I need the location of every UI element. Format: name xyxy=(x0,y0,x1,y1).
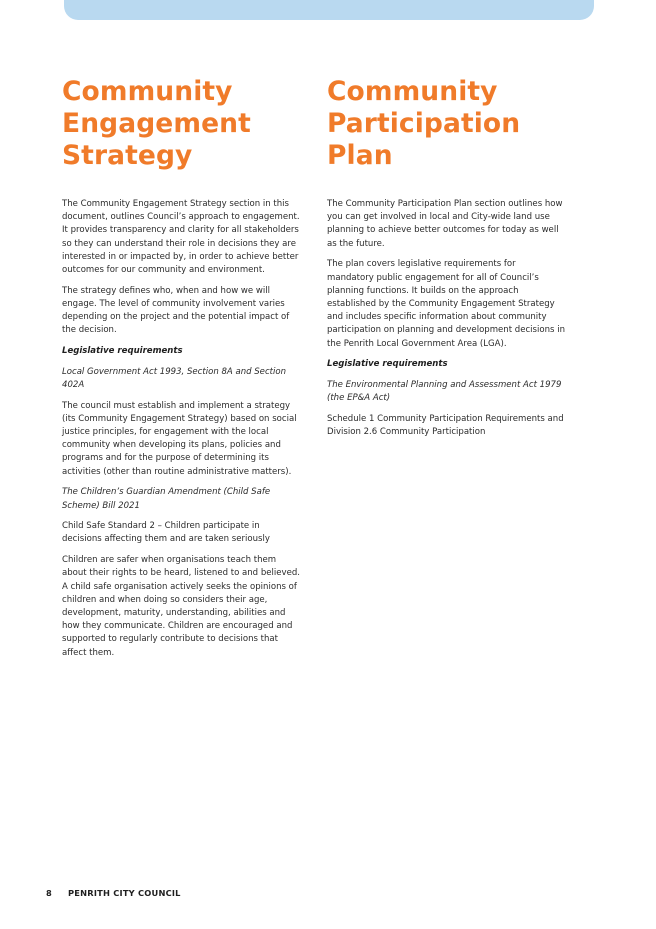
child-safe-standard-paragraph: Child Safe Standard 2 – Children participate in decisions affecting them and are taken seriously xyxy=(62,521,270,545)
plan-intro-paragraph: The Community Participation Plan section outlines how you can get involved in local and City-wide land use planning to achieve better outcomes for today as well as the future. xyxy=(327,199,563,249)
strategy-intro-paragraph: The Community Engagement Strategy section in this document, outlines Council’s approach to engagement. It provides transparency and clarity for all stakeholders so they can understand their role in decisions they are interested in or impacted by, in order to achieve better outcomes for our community and environment. xyxy=(62,199,300,276)
title-line: Engagement xyxy=(62,108,251,139)
footer-org-name: PENRITH CITY COUNCIL xyxy=(67,888,181,898)
children-safety-paragraph: Children are safer when organisations teach them about their rights to be heard, listened to and believed. A child safe organisation actively seeks the opinions of children and when doing so considers their age, development, maturity, understanding, abilities and how they communicate. Children are encouraged and supported to regularly contribute to decisions that affect them. xyxy=(62,555,300,658)
plan-coverage-paragraph: The plan covers legislative requirements for mandatory public engagement for all of Council’s planning functions. It builds on the approach established by the Community Engagement Strategy and includes specific information about community participation on planning and development decisions in the Penrith Local Government Area (LGA). xyxy=(327,259,565,349)
community-participation-plan-column xyxy=(327,76,565,447)
engagement-strategy-title xyxy=(62,76,300,172)
epa-act-reference: The Environmental Planning and Assessment Act 1979 (the EP&A Act) xyxy=(327,379,562,404)
community-engagement-strategy-column xyxy=(62,76,300,667)
participation-plan-title xyxy=(327,76,565,172)
schedule-paragraph: Schedule 1 Community Participation Requirements and Division 2.6 Community Participation xyxy=(327,413,564,438)
strategy-scope-paragraph: The strategy defines who, when and how we will engage. The level of community involvement varies depending on the project and the potential impact of the decision. xyxy=(62,285,290,336)
title-line: Community xyxy=(327,76,498,107)
legislative-requirements-heading: Legislative requirements xyxy=(62,346,183,357)
local-government-act-reference: Local Government Act 1993, Section 8A and Section 402A xyxy=(62,366,287,390)
council-obligation-paragraph: The council must establish and implement a strategy (its Community Engagement Strategy) based on social justice principles, for engagement with the local community when developing its plans, policies and programs and for the purpose of determining its activities (other than routine administrative matters). xyxy=(62,400,297,477)
title-line: Strategy xyxy=(62,140,193,171)
header-tab-decoration xyxy=(64,0,594,20)
title-line: Participation xyxy=(327,108,521,139)
page-footer xyxy=(46,888,181,898)
page-number: 8 xyxy=(46,888,52,898)
legislative-requirements-heading: Legislative requirements xyxy=(327,359,448,370)
title-line: Community xyxy=(62,76,233,107)
childrens-guardian-act-reference: The Children’s Guardian Amendment (Child Safe Scheme) Bill 2021 xyxy=(62,487,271,511)
title-line: Plan xyxy=(327,140,393,171)
